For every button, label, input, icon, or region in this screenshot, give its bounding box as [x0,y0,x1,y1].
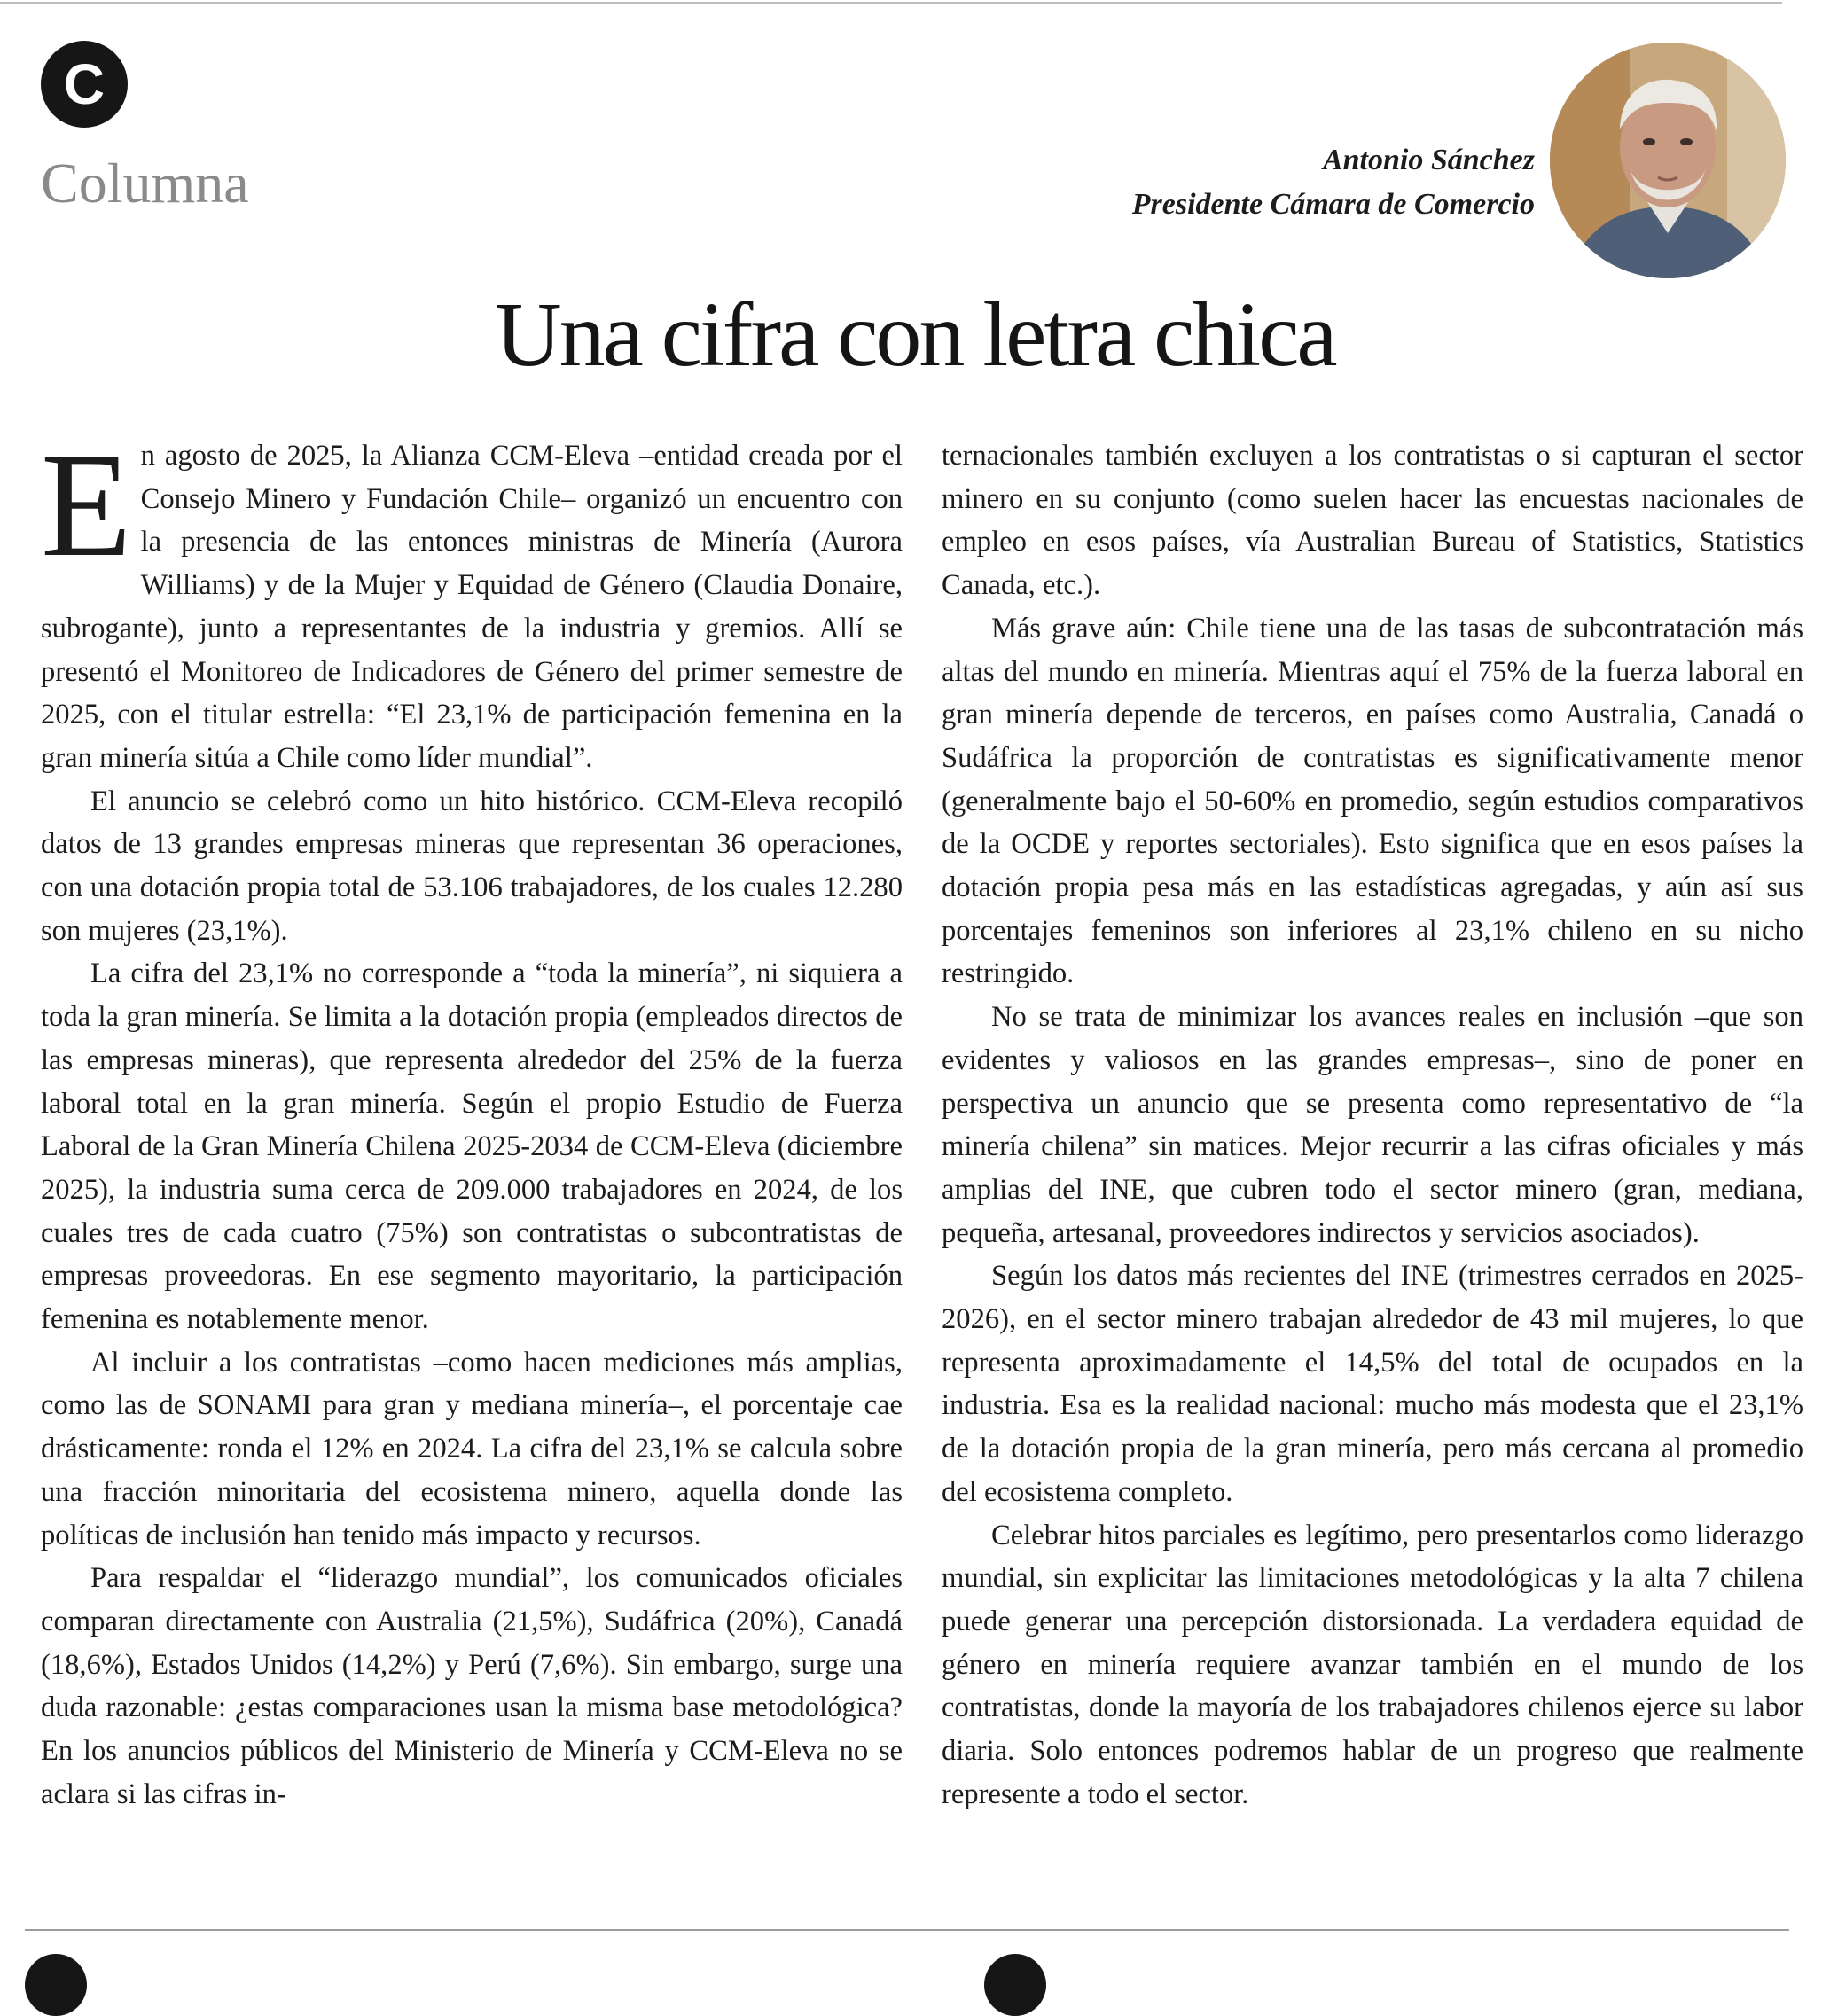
article-paragraph [41,423,903,780]
article-paragraph: Según los datos más recientes del INE (trimestres cerrados en 2025-2026), en el sector minero trabajan alrededor de 43 mil mujeres, lo que representa aproximadamente el 14,5% del total de ocupados en la industria. Esa es la realidad nacional: mucho más modesta que el 23,1% de la dotación propia de la gran minería, pero más cercana al promedio del ecosistema completo. [942,1260,1803,1508]
column-badge: C [41,41,128,128]
article-paragraph: Al incluir a los contratistas –como hacen mediciones más amplias, como las de SONAMI para gran y mediana minería–, el porcentaje cae drásticamente: ronda el 12% en 2024. La cifra del 23,1% se calcula sobre una fracción minoritaria del ecosistema minero, aquella donde las políticas de inclusión han tenido más impacto y recursos. [41,1346,903,1551]
next-section-badge [984,1954,1046,2016]
article-paragraph: Celebrar hitos parciales es legítimo, pero presentarlos como liderazgo mundial, sin explicitar las limitaciones metodológicas y la alta 7 chilena puede generar una percepción distorsionada. La verdadera equidad de género en minería requiere avanzar también en el mundo de los contratistas, donde la mayoría de los trabajadores chilenos ejerce su labor diaria. Solo entonces podremos hablar de un progreso que realmente represente a todo el sector. [942,1519,1803,1810]
author-title: Presidente Cámara de Comercio [1131,188,1535,221]
author-portrait [1550,43,1786,278]
article-paragraph: Para respaldar el “liderazgo mundial”, los comunicados oficiales comparan directamente con Australia (21,5%), Sudáfrica (20%), Canadá (18,6%), Estados Unidos (14,2%) y Perú (7,6%). Sin embargo, surge una duda razonable: ¿estas comparaciones usan la misma base metodológica? En los anuncios públicos del Ministerio de Minería y CCM-Eleva no se aclara si las cifras in- [41,1562,903,1810]
byline [1132,138,1535,227]
article-column-right [942,434,1803,1817]
article-paragraph: El anuncio se celebró como un hito histórico. CCM-Eleva recopiló datos de 13 grandes empresas mineras que representan 36 operaciones, con una dotación propia total de 53.106 trabajadores, de los cuales 12.280 son mujeres (23,1%). [41,785,903,947]
drop-cap: E [41,423,132,588]
author-name: Antonio Sánchez [1322,144,1535,176]
article-paragraph: Más grave aún: Chile tiene una de las tasas de subcontratación más altas del mundo en minería. Mientras aquí el 75% de la fuerza laboral en gran minería depende de terceros, en países como Australia, Canadá o Sudáfrica la proporción de contratistas es significativamente menor (generalmente bajo el 50-60% en promedio, según estudios comparativos de la OCDE y reportes sectoriales). Esto significa que en esos países la dotación propia pesa más en las estadísticas agregadas, y aún así sus porcentajes femeninos son inferiores al 23,1% chileno en su nicho restringido. [942,612,1803,990]
article-paragraph: La cifra del 23,1% no corresponde a “toda la minería”, ni siquiera a toda la gran minería. Se limita a la dotación propia (empleados directos de las empresas mineras), que representa alrededor del 25% de la fuerza laboral total en la gran minería. Según el propio Estudio de Fuerza Laboral de la Gran Minería Chilena 2025-2034 de CCM-Eleva (diciembre 2025), la industria suma cerca de 209.000 trabajadores en 2024, de los cuales tres de cada cuatro (75%) son contratistas o subcontratistas de empresas proveedoras. En ese segmento mayoritario, la participación femenina es notablemente menor. [41,957,903,1336]
next-section-badge [25,1954,87,2016]
section-label: Columna [41,152,249,215]
headline: Una cifra con letra chica [495,284,1335,386]
article-paragraph: ternacionales también excluyen a los contratistas o si capturan el sector minero en su conjunto (como suelen hacer las encuestas nacionales de empleo en esos países, vía Australian Bureau of Statistics, Statistics Canada, etc.). [942,440,1803,602]
bottom-rule [25,1929,1789,1931]
top-rule [0,2,1782,4]
article-paragraph: No se trata de minimizar los avances reales en inclusión –que son evidentes y valiosos en las grandes empresas–, sino de poner en perspectiva un anuncio que se presenta como representativo de “la minería chilena” sin matices. Mejor recurrir a las cifras oficiales y más amplias del INE, que cubren todo el sector minero (gran, mediana, pequeña, artesanal, proveedores indirectos y servicios asociados). [942,1001,1803,1249]
article-column-left [41,423,903,1817]
author-photo-illustration [1550,43,1786,278]
paragraph-text: n agosto de 2025, la Alianza CCM-Eleva –entidad creada por el Consejo Minero y Fundación Chile– organizó un encuentro con la presencia de las entonces ministras de Minería (Aurora Williams) y de la Mujer y Equidad de Género (Claudia Donaire, subrogante), junto a representantes de la industria y gremios. Allí se presentó el Monitoreo de Indicadores de Género del primer semestre de 2025, con el titular estrella: “El 23,1% de participación femenina en la gran minería sitúa a Chile como líder mundial”. [41,440,903,774]
